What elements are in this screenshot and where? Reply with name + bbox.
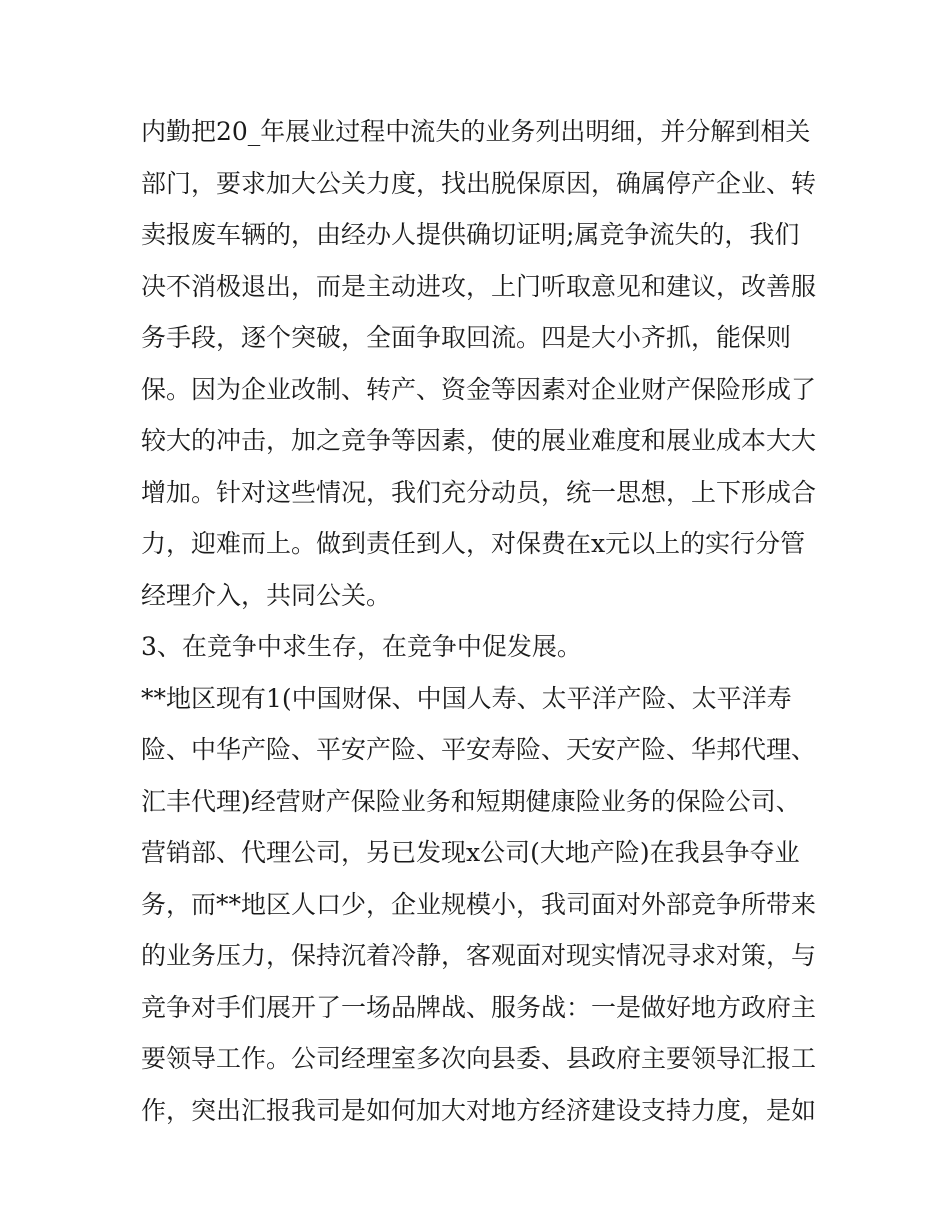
- text-line: 的业务压力，保持沉着冷静，客观面对现实情况寻求对策，与: [141, 941, 817, 970]
- text-line: 险、中华产险、平安产险、平安寿险、天安产险、华邦代理、: [141, 735, 817, 764]
- text-line: 务手段，逐个突破，全面争取回流。四是大小齐抓，能保则: [141, 323, 792, 352]
- text-line: 营销部、代理公司，另已发现x公司(大地产险)在我县争夺业: [141, 838, 800, 867]
- text-line: 要领导工作。公司经理室多次向县委、县政府主要领导汇报工: [141, 1044, 817, 1073]
- text-line: 经理介入，共同公关。: [141, 580, 392, 610]
- text-line: 决不消极退出，而是主动进攻，上门听取意见和建议，改善服: [141, 271, 817, 301]
- body-text: [141, 106, 821, 1136]
- text-line: 务，而**地区人口少，企业规模小，我司面对外部竞争所带来: [141, 889, 817, 919]
- text-line: 作，突出汇报我司是如何加大对地方经济建设支持力度，是如: [141, 1095, 817, 1125]
- text-line: 较大的冲击，加之竞争等因素，使的展业难度和展业成本大大: [141, 426, 817, 455]
- text-line: 保。因为企业改制、转产、资金等因素对企业财产保险形成了: [141, 374, 817, 404]
- text-line: **地区现有1(中国财保、中国人寿、太平洋产险、太平洋寿: [141, 683, 792, 713]
- text-line: 增加。针对这些情况，我们充分动员，统一思想，上下形成合: [141, 477, 817, 507]
- text-line: 卖报废车辆的，由经办人提供确切证明;属竞争流失的，我们: [141, 220, 800, 249]
- text-line: 汇丰代理)经营财产保险业务和短期健康险业务的保险公司、: [141, 786, 801, 816]
- text-line: 竞争对手们展开了一场品牌战、服务战：一是做好地方政府主: [141, 992, 817, 1022]
- text-line: 力，迎难而上。做到责任到人，对保费在x元以上的实行分管: [141, 529, 806, 558]
- text-line: 内勤把20_年展业过程中流失的业务列出明细，并分解到相关: [141, 117, 811, 146]
- section-heading: 3、在竞争中求生存，在竞争中促发展。: [141, 632, 582, 661]
- text-line: 部门，要求加大公关力度，找出脱保原因，确属停产企业、转: [141, 168, 817, 198]
